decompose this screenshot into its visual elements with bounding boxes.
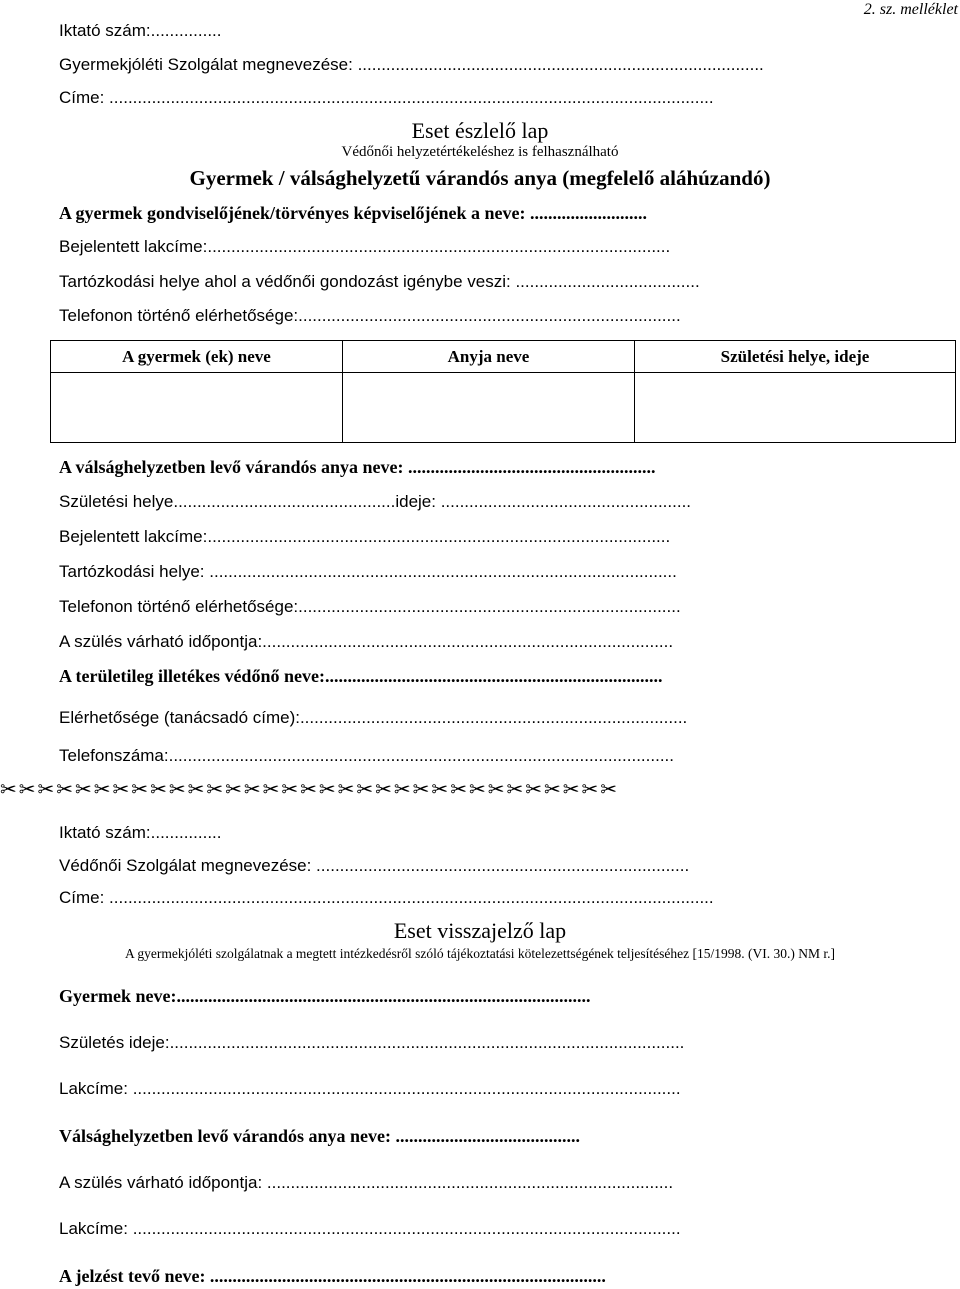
nurse-contact-field: Elérhetősége (tanácsadó címe):.................................................................................. [59,708,688,727]
mother-registered-address-field: Bejelentett lakcíme:.................................................................................................. [59,527,671,546]
header-birth-place-date: Születési helye, ideje [635,341,956,373]
mother-address-field: Lakcíme: .................................................................................................................... [59,1219,681,1238]
reporter-name-field: A jelzést tevő neve: ........................................................................................ [59,1266,606,1286]
form2-service-field: Védőnői Szolgálat megnevezése: ............................................................................... [59,856,690,875]
child-name-field: Gyermek neve:............................................................................................ [59,986,591,1006]
table-row [51,373,956,443]
cell-mother-name [343,373,635,443]
form2-title: Eset visszajelző lap [393,918,567,943]
cell-birth-place-date [635,373,956,443]
form1-address-field: Címe: ................................................................................................................................ [59,88,714,107]
nurse-name-field: A területileg illetékes védőnő neve:........................................................................... [59,666,663,686]
form1-service-field: Gyermekjóléti Szolgálat megnevezése: ...................................................................................... [59,55,764,74]
guardian-name-field: A gyermek gondviselőjének/törvényes képviselőjének a neve: .......................... [59,203,647,223]
mother-phone-field: Telefonon történő elérhetősége:................................................................................. [59,597,681,616]
header-mother-name: Anyja neve [343,341,635,373]
form2-due-date-field: A szülés várható időpontja: ...................................................................................... [59,1173,674,1192]
annex-label: 2. sz. melléklet [863,1,958,18]
form2-iktato-field: Iktató szám:............... [59,823,222,842]
form1-subtitle: Védőnői helyzetértékeléshez is felhasználható [341,144,619,160]
birth-place-field: Születési helye...............................................ideje: ..................................................... [59,492,692,511]
table-header-row [51,341,956,373]
birth-date-field: Születés ideje:............................................................................................................. [59,1033,685,1052]
children-table [50,340,956,443]
mother-residence-field: Tartózkodási helye: ................................................................................................... [59,562,677,581]
form1-heading: Gyermek / válsághelyzetű várandós anya (megfelelő aláhúzandó) [189,166,771,190]
form1-iktato-field: Iktató szám:............... [59,21,222,40]
form1-title: Eset észlelő lap [411,118,549,143]
phone-field: Telefonon történő elérhetősége:................................................................................. [59,306,681,325]
child-address-field: Lakcíme: .................................................................................................................... [59,1079,681,1098]
registered-address-field: Bejelentett lakcíme:.................................................................................................. [59,237,671,256]
form2-subtitle: A gyermekjóléti szolgálatnak a megtett intézkedésről szóló tájékoztatási kötelezettségének teljesítéséhez [15/1998. (VI. 30.) NM r.] [124,946,835,961]
form2-address-field: Címe: ................................................................................................................................ [59,888,714,907]
mother-name-field: A válsághelyzetben levő várandós anya neve: ....................................................... [59,457,656,477]
residence-field: Tartózkodási helye ahol a védőnői gondozást igénybe veszi: ....................................... [59,272,700,291]
form2-mother-name-field: Válsághelyzetben levő várandós anya neve: ......................................... [59,1126,580,1146]
scissors-cut-line: ✂✂✂✂✂✂✂✂✂✂✂✂✂✂✂✂✂✂✂✂✂✂✂✂✂✂✂✂✂✂✂✂✂ [0,777,620,801]
due-date-field: A szülés várható időpontja:....................................................................................... [59,632,674,651]
cell-child-name [51,373,343,443]
header-child-name: A gyermek (ek) neve [51,341,343,373]
nurse-phone-field: Telefonszáma:........................................................................................................... [59,746,674,765]
